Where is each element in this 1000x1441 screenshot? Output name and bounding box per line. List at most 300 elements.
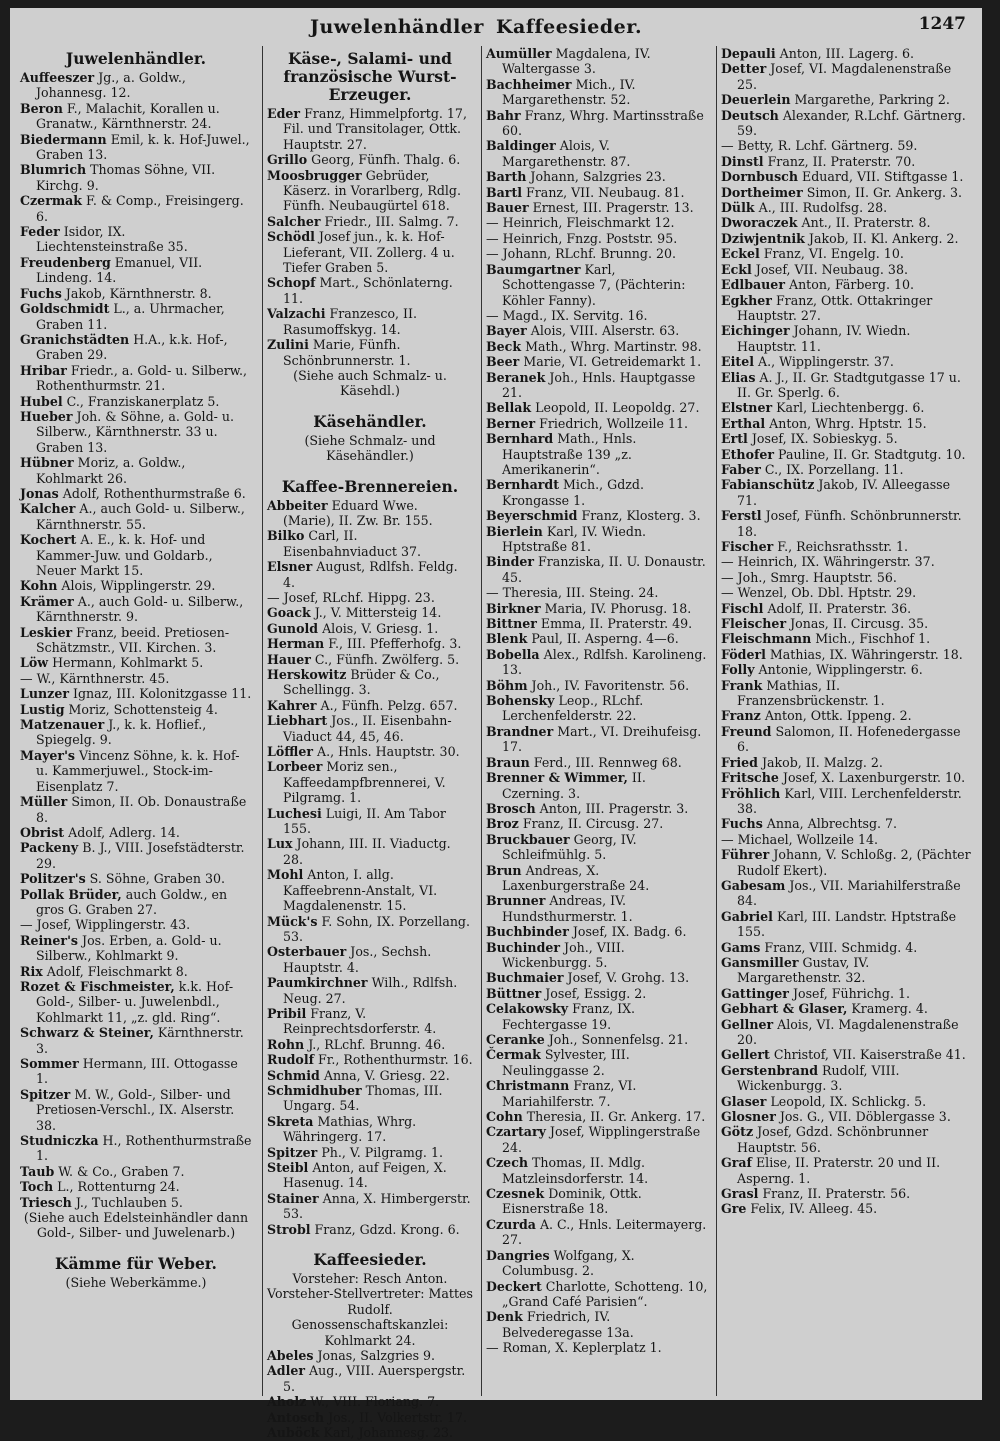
cross-reference: (Siehe auch Edelsteinhändler dann Gold-, Silber- und Juwelenarb.): [23, 1210, 249, 1241]
entry-details: A. E., k. k. Hof- und Kammer-Juw. und Goldarb., Neuer Markt 15.: [36, 532, 213, 578]
directory-entry: [721, 508, 974, 539]
directory-entry: [721, 647, 974, 662]
directory-entry: [721, 770, 974, 785]
directory-entry: [267, 1222, 473, 1237]
entry-name: Lux: [267, 836, 293, 852]
entry-details: Anna, Albrechtsg. 7.: [762, 816, 898, 832]
entry-name: Liebhart: [267, 713, 328, 729]
entry-name: Detter: [721, 61, 767, 77]
entry-details: Alois, V. Griesg. 1.: [318, 620, 439, 636]
directory-entry: [721, 215, 974, 230]
entry-name: Herman: [267, 636, 325, 652]
directory-entry: [486, 1186, 708, 1217]
entry-details: Moriz, a. Goldw., Kohlmarkt 26.: [36, 455, 186, 486]
directory-entry: [20, 1164, 252, 1179]
entry-details: Simon, II. Ob. Donaustraße 8.: [36, 794, 247, 825]
entry-name: Herskowitz: [267, 667, 347, 682]
directory-entry: [20, 717, 252, 748]
entry-details: Franzesco, II. Rasumoffskyg. 14.: [283, 306, 418, 337]
directory-entry: [721, 370, 974, 401]
directory-entry: [486, 893, 708, 924]
entry-details: Friedrich, IV. Belvederegasse 13a.: [502, 1309, 634, 1340]
entry-details: A. J., II. Gr. Stadtgutgasse 17 u. II. Gr. Sperlg. 6.: [737, 369, 961, 400]
directory-entry: [486, 816, 708, 831]
entry-name: Ferstl: [721, 508, 762, 524]
entry-details: Mart., VI. Dreihufeisg. 17.: [502, 723, 702, 755]
entry-name: Eder: [267, 106, 301, 121]
entry-details: Sylvester, III. Neulinggasse 2.: [502, 1047, 630, 1078]
cross-reference: (Siehe auch Schmalz- u. Käsehdl.): [293, 367, 447, 399]
directory-entry: [267, 605, 473, 620]
entry-details: Anton, Färberg. 10.: [784, 277, 914, 293]
entry-name: Bohensky: [486, 693, 555, 709]
entry-details: Anton, III. Lagerg. 6.: [775, 46, 915, 61]
entry-details: Josef, IX. Badg. 6.: [568, 924, 687, 940]
entry-name: Lunzer: [20, 686, 69, 702]
entry-name: Toch: [20, 1179, 54, 1195]
entry-name: Grillo: [267, 152, 308, 168]
entry-name: Leskier: [20, 624, 73, 640]
entry-name: Binder: [486, 554, 535, 570]
entry-name: Feder: [20, 224, 60, 240]
entry-name: Matzenauer: [20, 717, 105, 733]
entry-name: Bittner: [486, 616, 537, 632]
entry-details: Jos., Sechsh. Hauptstr. 4.: [283, 944, 432, 975]
entry-details: Vincenz Söhne, k. k. Hof- u. Kammerjuwel., Stock-im-Eisenplatz 7.: [36, 747, 240, 794]
directory-entry: [721, 431, 974, 446]
entry-name: Studniczka: [20, 1133, 99, 1149]
entry-details: Franz, Gdzd. Krong. 6.: [310, 1221, 460, 1237]
entry-name: Obrist: [20, 824, 65, 840]
entry-details: Georg, IV. Schleifmühlg. 5.: [502, 831, 637, 863]
sub-entry: — Roman, X. Keplerplatz 1.: [486, 1340, 662, 1356]
entry-name: Freudenberg: [20, 254, 111, 270]
directory-entry: [267, 498, 473, 529]
entry-name: Bernhardt: [486, 477, 560, 493]
directory-entry: [721, 92, 974, 107]
entry-name: Braun: [486, 754, 530, 770]
directory-entry: [486, 169, 708, 184]
entry-name: Rohn: [267, 1036, 305, 1052]
cross-reference: (Siehe Weberkämme.): [65, 1274, 207, 1290]
entry-name: Blumrich: [20, 162, 87, 178]
entry-details: Alois, VIII. Alserstr. 63.: [526, 323, 680, 339]
entry-name: Gebhart & Glaser,: [721, 1001, 848, 1017]
entry-details: Kramerg. 4.: [847, 1001, 928, 1017]
entry-name: Abeles: [267, 1348, 314, 1364]
directory-entry: [721, 400, 974, 415]
entry-details: Jos., II. Volkertstr. 17.: [324, 1409, 468, 1425]
entry-details: J., RLchf. Brunng. 46.: [304, 1036, 446, 1052]
entry-details: A., Wipplingerstr. 37.: [754, 354, 894, 370]
directory-entry: [721, 1063, 974, 1094]
entry-details: Jos. G., VII. Döblergasse 3.: [775, 1109, 951, 1125]
guild-info: Genossenschaftskanzlei: Kohlmarkt 24.: [291, 1317, 449, 1348]
entry-name: Goldschmidt: [20, 301, 110, 317]
entry-name: Jonas: [20, 485, 59, 501]
entry-name: Reiner's: [20, 932, 79, 948]
entry-details: Mich., Fischhof 1.: [811, 631, 931, 647]
entry-name: Edlbauer: [721, 277, 785, 293]
entry-name: Brunner: [486, 893, 546, 909]
entry-name: Eckel: [721, 246, 760, 262]
entry-details: Johann, Salzgries 23.: [526, 169, 666, 185]
entry-details: J., k. k. Hoflief., Spiegelg. 9.: [36, 717, 207, 748]
entry-details: Friedrich, Wollzeile 11.: [535, 415, 688, 431]
directory-page: [10, 8, 982, 1441]
directory-entry: [20, 702, 252, 717]
entry-details: Josef, V. Grohg. 13.: [563, 970, 690, 986]
entry-name: Fuchs: [721, 816, 763, 832]
directory-entry: [721, 354, 974, 369]
entry-details: Franziska, II. U. Donaustr. 45.: [502, 554, 706, 585]
entry-name: Rudolf: [267, 1052, 315, 1068]
section-heading: Käse-, Salami- und französische Wurst-Erzeuger.: [283, 49, 457, 104]
entry-name: Pollak Brüder,: [20, 886, 122, 902]
entry-details: Marie, Fünfh. Schönbrunnerstr. 1.: [283, 337, 411, 368]
entry-name: Czech: [486, 1155, 529, 1171]
entry-details: Franz, beeid. Pretiosen-Schätzmstr., VII. Kirchen. 3.: [36, 624, 230, 656]
entry-details: Josef, Gdzd. Schönbrunner Hauptstr. 56.: [737, 1124, 929, 1155]
entry-name: Packeny: [20, 840, 79, 856]
entry-name: Erthal: [721, 415, 766, 431]
entry-details: Rudolf, VIII. Wickenburgg. 3.: [737, 1062, 900, 1094]
entry-name: Schmid: [267, 1067, 320, 1083]
directory-entry: [20, 224, 252, 255]
directory-entry: [267, 275, 473, 306]
entry-name: Büttner: [486, 985, 542, 1001]
entry-details: Leopold, IX. Schlickg. 5.: [766, 1093, 927, 1109]
entry-name: Führer: [721, 847, 770, 863]
entry-name: Hubel: [20, 393, 63, 409]
entry-name: Frank: [721, 677, 763, 693]
entry-details: Anna, V. Griesg. 22.: [319, 1067, 450, 1083]
entry-details: F. Sohn, IX. Porzellang. 53.: [283, 913, 471, 944]
directory-entry: [486, 1217, 708, 1248]
entry-details: J., V. Mittersteig 14.: [310, 605, 442, 621]
entry-details: Franz, Klosterg. 3.: [577, 508, 701, 524]
directory-entry: [20, 748, 252, 794]
running-head-left: Juwelenhändler: [310, 16, 484, 38]
entry-name: Spitzer: [20, 1086, 71, 1102]
directory-entry: [20, 887, 252, 918]
entry-name: Föderl: [721, 646, 766, 662]
entry-details: A., Fünfh. Pelzg. 657.: [316, 697, 458, 713]
directory-entry: [267, 152, 473, 167]
directory-entry: [20, 101, 252, 132]
directory-entry: [486, 693, 708, 724]
directory-entry: [721, 786, 974, 817]
directory-entry: [486, 832, 708, 863]
entry-name: Dortheimer: [721, 184, 803, 200]
entry-details: Thomas Söhne, VII. Kirchg. 9.: [36, 162, 216, 193]
directory-entry: [721, 601, 974, 616]
entry-name: Beranek: [486, 369, 546, 385]
directory-entry: [721, 185, 974, 200]
entry-name: Brun: [486, 862, 522, 878]
entry-name: Fried: [721, 754, 758, 770]
directory-entry: [486, 678, 708, 693]
column-3: [481, 46, 712, 1396]
directory-entry: [267, 106, 473, 152]
directory-entry: [721, 108, 974, 139]
directory-entry: [721, 1155, 974, 1186]
entry-details: Ferd., III. Rennweg 68.: [529, 754, 682, 770]
directory-entry: [267, 1068, 473, 1083]
entry-name: Baumgartner: [486, 261, 581, 277]
directory-entry: [20, 686, 252, 701]
entry-name: Eichinger: [721, 323, 790, 339]
entry-details: Aug., VIII. Auerspergstr. 5.: [283, 1363, 466, 1394]
section-heading: Juwelenhändler.: [65, 49, 207, 68]
directory-entry: [267, 1363, 473, 1394]
directory-entry: [486, 970, 708, 985]
cross-reference: (Siehe Schmalz- und Käsehändler.): [304, 432, 436, 464]
entry-name: Taub: [20, 1163, 55, 1179]
entry-name: Goack: [267, 605, 311, 621]
entry-details: Felix, IV. Alleeg. 45.: [746, 1201, 878, 1217]
entry-details: A., auch Gold- u. Silberw., Kärnthnerstr. 9.: [36, 593, 244, 625]
directory-entry: [20, 301, 252, 332]
entry-details: Karl, VIII. Lerchenfelderstr. 38.: [737, 785, 962, 816]
entry-details: Franz, Whrg. Martinsstraße 60.: [502, 107, 704, 139]
entry-name: Bachheimer: [486, 76, 572, 92]
directory-entry: [486, 863, 708, 894]
entry-name: Gabesam: [721, 877, 786, 893]
entry-details: Jos., II. Eisenbahn-Viaduct 44, 45, 46.: [283, 713, 452, 744]
directory-entry: [721, 816, 974, 831]
directory-entry: [486, 724, 708, 755]
entry-name: Stainer: [267, 1190, 319, 1206]
spacer: [267, 464, 473, 474]
entry-details: Jakob, II. Kl. Ankerg. 2.: [804, 230, 959, 246]
entry-name: Bahr: [486, 107, 521, 123]
entry-details: Antonie, Wipplingerstr. 6.: [754, 662, 923, 678]
directory-entry: [721, 231, 974, 246]
entry-name: Kahrer: [267, 697, 317, 713]
entry-details: Franz, II. Praterstr. 56.: [758, 1186, 911, 1202]
entry-name: Kohn: [20, 578, 58, 594]
entry-name: Barth: [486, 169, 527, 185]
directory-entry: [267, 1052, 473, 1067]
entry-name: Gunold: [267, 620, 319, 636]
directory-entry: [486, 508, 708, 523]
entry-name: Buchbinder: [486, 924, 569, 940]
entry-name: Dziwjentnik: [721, 230, 805, 246]
entry-details: Josef, IX. Sobieskyg. 5.: [747, 431, 898, 447]
directory-entry: [486, 1047, 708, 1078]
directory-entry: [721, 1017, 974, 1048]
entry-details: Friedr., III. Salmg. 7.: [320, 213, 459, 229]
directory-entry: [20, 794, 252, 825]
entry-details: k.k. Hof-Gold-, Silber- u. Juwelenbdl., Kohlmarkt 11, „z. gld. Ring“.: [36, 978, 234, 1025]
entry-details: Karl, Johannesg. 23.: [319, 1425, 453, 1441]
entry-name: Eitel: [721, 354, 754, 370]
entry-name: Fabianschütz: [721, 477, 815, 493]
entry-name: Schopf: [267, 275, 316, 291]
directory-entry: [20, 840, 252, 871]
entry-name: Elias: [721, 369, 756, 385]
entry-name: Beron: [20, 100, 63, 116]
entry-details: Dominik, Ottk. Eisnerstraße 18.: [502, 1186, 642, 1217]
entry-details: Joh., Hnls. Hauptgasse 21.: [502, 369, 696, 400]
entry-details: Simon, II. Gr. Ankerg. 3.: [802, 184, 963, 200]
entry-name: Freund: [721, 723, 772, 739]
entry-details: Joh., Sonnenfelsg. 21.: [544, 1032, 689, 1047]
entry-name: Beer: [486, 354, 520, 370]
entry-name: Graf: [721, 1155, 752, 1171]
sub-entry: — Johann, RLchf. Brunng. 20.: [486, 246, 677, 262]
directory-entry: [486, 770, 708, 801]
entry-details: Eduard Wwe. (Marie), II. Zw. Br. 155.: [283, 497, 433, 528]
entry-name: Fischer: [721, 539, 774, 554]
directory-entry: [486, 601, 708, 616]
directory-entry: [721, 847, 974, 878]
directory-entry: [486, 924, 708, 939]
sub-entry: — Michael, Wollzeile 14.: [721, 831, 879, 847]
column-1: [16, 46, 256, 1396]
entry-name: Deutsch: [721, 107, 779, 123]
entry-details: Anton, I. allg. Kaffeebrenn-Anstalt, VI. Magdalenenstr. 15.: [283, 867, 438, 914]
entry-details: Math., Hnls. Hauptstraße 139 „z. Amerikanerin“.: [502, 431, 637, 477]
entry-name: Götz: [721, 1124, 754, 1140]
entry-details: Anna, X. Himbergerstr. 53.: [283, 1190, 471, 1222]
entry-details: Georg, Fünfh. Thalg. 6.: [307, 152, 461, 168]
directory-entry: [721, 1047, 974, 1062]
directory-entry: [267, 229, 473, 275]
entry-details: Salomon, II. Hofenedergasse 6.: [737, 723, 961, 755]
entry-details: Wilh., Rdlfsh. Neug. 27.: [283, 975, 458, 1006]
directory-entry: [486, 801, 708, 816]
entry-name: Ertl: [721, 431, 748, 447]
entry-name: Schödl: [267, 229, 315, 245]
directory-entry: [721, 477, 974, 508]
entry-name: Bierlein: [486, 523, 543, 539]
directory-entry: [267, 337, 473, 368]
entry-details: Carl, II. Eisenbahnviaduct 37.: [283, 528, 422, 559]
directory-entry: [267, 306, 473, 337]
directory-entry: [486, 1001, 708, 1032]
entry-details: A., auch Gold- u. Silberw., Kärnthnerstr. 55.: [36, 501, 245, 532]
entry-details: Hermann, III. Ottogasse 1.: [36, 1056, 238, 1087]
directory-entry: [267, 1160, 473, 1191]
directory-entry: [721, 262, 974, 277]
directory-entry: [20, 455, 252, 486]
directory-entry: [721, 416, 974, 431]
spacer: [267, 399, 473, 409]
entry-details: L., Rottenturng 24.: [53, 1179, 180, 1195]
entry-details: Jos. Erben, a. Gold- u. Silberw., Kohlmarkt 9.: [36, 932, 222, 964]
entry-details: S. Söhne, Graben 30.: [85, 871, 225, 887]
entry-name: Gams: [721, 939, 761, 955]
entry-name: Broz: [486, 816, 519, 832]
entry-details: Josef, VII. Neubaug. 38.: [751, 261, 908, 277]
directory-entry: [267, 975, 473, 1006]
entry-name: Grasl: [721, 1186, 759, 1202]
entry-name: Čermak: [486, 1047, 541, 1063]
directory-entry: [721, 662, 974, 677]
entry-name: Pribil: [267, 1005, 307, 1021]
section-heading: Käsehändler.: [313, 411, 427, 431]
entry-name: Fuchs: [20, 285, 62, 301]
spacer: [20, 1241, 252, 1251]
directory-entry: [721, 1001, 974, 1016]
entry-details: Mathias, IX. Währingerstr. 18.: [765, 646, 963, 662]
directory-entry: [721, 724, 974, 755]
entry-details: Alois, VI. Magdalenenstraße 20.: [737, 1016, 959, 1047]
entry-details: Leop., RLchf. Lerchenfelderstr. 22.: [502, 693, 644, 724]
directory-entry: [267, 867, 473, 913]
entry-details: Leopold, II. Leopoldg. 27.: [531, 400, 700, 416]
entry-details: C., IX. Porzellang. 11.: [760, 461, 904, 477]
entry-name: Gattinger: [721, 985, 789, 1001]
entry-details: Johann, V. Schloßg. 2, (Pächter Rudolf Ekert).: [737, 847, 971, 878]
directory-entry: [721, 1109, 974, 1124]
entry-details: Wolfgang, X. Columbusg. 2.: [502, 1247, 635, 1279]
entry-name: Müller: [20, 794, 68, 810]
directory-entry: [486, 1309, 708, 1340]
entry-name: Schmidhuber: [267, 1082, 362, 1098]
entry-name: Deuerlein: [721, 92, 791, 108]
directory-entry: [267, 636, 473, 651]
directory-entry: [721, 986, 974, 1001]
entry-name: Lustig: [20, 701, 65, 717]
entry-details: J., Tuchlauben 5.: [71, 1194, 183, 1210]
entry-name: Aholz: [267, 1394, 307, 1410]
entry-details: F. & Comp., Freisingerg. 6.: [36, 193, 244, 224]
entry-details: Andreas, X. Laxenburgerstraße 24.: [502, 862, 650, 893]
directory-entry: [486, 1109, 708, 1124]
entry-name: Gellert: [721, 1047, 770, 1063]
entry-name: Czurda: [486, 1216, 536, 1232]
entry-details: Josef jun., k. k. Hof-Lieferant, VII. Zollerg. 4 u. Tiefer Graben 5.: [283, 229, 455, 276]
entry-name: Bellak: [486, 400, 532, 416]
entry-details: Moriz sen., Kaffeedampfbrennerei, V. Pilgramg. 1.: [283, 759, 446, 806]
directory-entry: [721, 878, 974, 909]
entry-details: Karl, Schottengasse 7, (Pächterin: Köhler Fanny).: [502, 261, 686, 308]
entry-details: H.A., k.k. Hof-, Graben 29.: [36, 331, 228, 363]
directory-entry: [486, 524, 708, 555]
directory-entry: [267, 528, 473, 559]
entry-details: Isidor, IX. Liechtensteinstraße 35.: [36, 224, 188, 255]
sub-entry: — Heinrich, Fleischmarkt 12.: [486, 215, 675, 231]
sub-entry: — Magd., IX. Servitg. 16.: [486, 307, 648, 323]
directory-entry: [20, 1133, 252, 1164]
directory-entry: [20, 394, 252, 409]
directory-entry: [486, 370, 708, 401]
directory-entry: [267, 667, 473, 698]
entry-name: Deckert: [486, 1278, 542, 1294]
entry-name: Hueber: [20, 408, 73, 424]
directory-entry: [721, 616, 974, 631]
directory-entry: [267, 759, 473, 805]
entry-name: Bernhard: [486, 431, 554, 447]
entry-details: Eduard, VII. Stiftgasse 1.: [798, 169, 964, 185]
entry-details: Josef, Wipplingerstraße 24.: [502, 1124, 701, 1155]
directory-entry: [267, 1037, 473, 1052]
entry-details: Marie, VI. Getreidemarkt 1.: [519, 354, 702, 370]
section-heading: Kaffee-Brennereien.: [281, 476, 459, 496]
directory-entry: [721, 323, 974, 354]
entry-name: Dornbusch: [721, 169, 798, 185]
entry-details: Ignaz, III. Kolonitzgasse 11.: [68, 686, 252, 702]
entry-details: Paul, II. Asperng. 4—6.: [527, 631, 679, 647]
sub-entry: — Heinrich, Fnzg. Poststr. 95.: [486, 230, 678, 246]
entry-name: Salcher: [267, 213, 321, 229]
directory-entry: [267, 713, 473, 744]
entry-name: Birkner: [486, 600, 541, 616]
entry-name: Steibl: [267, 1160, 309, 1175]
